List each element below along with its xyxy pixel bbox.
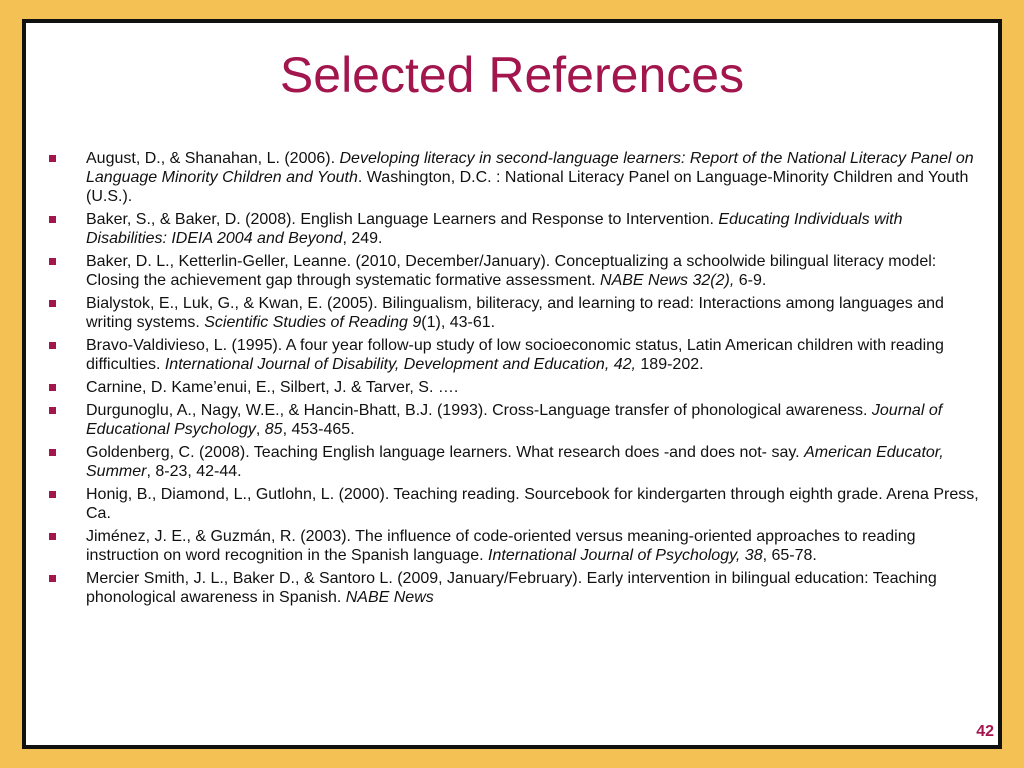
reference-item xyxy=(49,210,979,248)
bullet-icon xyxy=(49,449,56,456)
reference-segment: , 8-23, 42-44. xyxy=(146,463,242,480)
reference-item xyxy=(49,149,979,206)
reference-item xyxy=(49,252,979,290)
reference-segment: 6-9. xyxy=(734,272,767,289)
reference-segment: Baker, D. L., Ketterlin-Geller, Leanne. (2010, December/January). Conceptualizing a schoolwide bilingual literacy model: Closing the achievement gap through systematic formative assessment. xyxy=(86,253,937,289)
reference-segment: , xyxy=(255,421,265,438)
reference-italic-segment: NABE News 32(2), xyxy=(600,272,735,289)
bullet-icon xyxy=(49,300,56,307)
reference-text xyxy=(86,379,458,396)
reference-italic-segment: Journal of Educational Psychology xyxy=(86,402,943,438)
reference-item xyxy=(49,443,979,481)
reference-text xyxy=(86,444,944,480)
reference-segment: , 65-78. xyxy=(762,547,817,564)
reference-segment: Durgunoglu, A., Nagy, W.E., & Hancin-Bhatt, B.J. (1993). Cross-Language transfer of phonological awareness. xyxy=(86,402,872,419)
bullet-icon xyxy=(49,342,56,349)
slide-title: Selected References xyxy=(279,47,745,103)
reference-text xyxy=(86,253,936,289)
reference-item xyxy=(49,527,979,565)
reference-item xyxy=(49,485,979,523)
page-number: 42 xyxy=(976,723,994,740)
reference-italic-segment: Developing literacy in second-language learners: Report of the National Literacy Panel on Language Minority Children and Youth xyxy=(86,150,974,186)
reference-list xyxy=(49,149,979,611)
reference-item xyxy=(49,401,979,439)
reference-item xyxy=(49,378,979,397)
reference-segment: Goldenberg, C. (2008). Teaching English language learners. What research does -and does not- say. xyxy=(86,444,805,461)
bullet-icon xyxy=(49,258,56,265)
reference-italic-segment: Scientific Studies of Reading 9 xyxy=(204,314,422,331)
reference-italic-segment: Educating Individuals with Disabilities: IDEIA 2004 and Beyond xyxy=(86,211,903,247)
reference-italic-segment: International Journal of Disability, Development and Education, 42, xyxy=(164,356,636,373)
reference-text xyxy=(86,295,944,331)
bullet-icon xyxy=(49,155,56,162)
reference-segment: (1), 43-61. xyxy=(421,314,496,331)
reference-segment: August, D., & Shanahan, L. (2006). xyxy=(86,150,340,167)
reference-item xyxy=(49,569,979,607)
reference-italic-segment: 85 xyxy=(264,421,283,438)
reference-segment: Bialystok, E., Luk, G., & Kwan, E. (2005). Bilingualism, biliteracy, and learning to read: Interactions among languages and writing systems. xyxy=(86,295,944,331)
reference-item xyxy=(49,336,979,374)
bullet-icon xyxy=(49,533,56,540)
reference-segment: Honig, B., Diamond, L., Gutlohn, L. (2000). Teaching reading. Sourcebook for kindergarten through eighth grade. Arena Press, Ca. xyxy=(86,486,979,522)
reference-segment: , 249. xyxy=(342,230,383,247)
reference-item xyxy=(49,294,979,332)
bullet-icon xyxy=(49,575,56,582)
bullet-icon xyxy=(49,216,56,223)
reference-segment: , 453-465. xyxy=(282,421,355,438)
reference-text xyxy=(86,211,903,247)
reference-segment: . Washington, D.C. : National Literacy Panel on Language-Minority Children and Youth (U.S.). xyxy=(86,169,969,205)
slide xyxy=(22,19,1002,749)
reference-italic-segment: American Educator, Summer xyxy=(86,444,944,480)
reference-text xyxy=(86,402,942,438)
reference-segment: Mercier Smith, J. L., Baker D., & Santoro L. (2009, January/February). Early intervention in bilingual education: Teaching phonological awareness in Spanish. xyxy=(86,570,937,606)
reference-segment: Baker, S., & Baker, D. (2008). English Language Learners and Response to Intervention. xyxy=(86,211,719,228)
reference-segment: Jiménez, J. E., & Guzmán, R. (2003). The influence of code-oriented versus meaning-oriented approaches to reading instruction on word recognition in the Spanish language. xyxy=(86,528,916,564)
bullet-icon xyxy=(49,407,56,414)
reference-text xyxy=(86,486,979,522)
reference-segment: Carnine, D. Kame’enui, E., Silbert, J. & Tarver, S. …. xyxy=(86,379,459,396)
reference-text xyxy=(86,528,916,564)
bullet-icon xyxy=(49,384,56,391)
reference-text xyxy=(86,150,974,205)
bullet-icon xyxy=(49,491,56,498)
reference-text xyxy=(86,570,937,606)
reference-segment: 189-202. xyxy=(635,356,704,373)
reference-segment: Bravo-Valdivieso, L. (1995). A four year follow-up study of low socioeconomic status, Latin American children with reading difficulties. xyxy=(86,337,944,373)
reference-italic-segment: NABE News xyxy=(345,589,434,606)
reference-italic-segment: International Journal of Psychology, 38 xyxy=(488,547,763,564)
reference-text xyxy=(86,337,944,373)
